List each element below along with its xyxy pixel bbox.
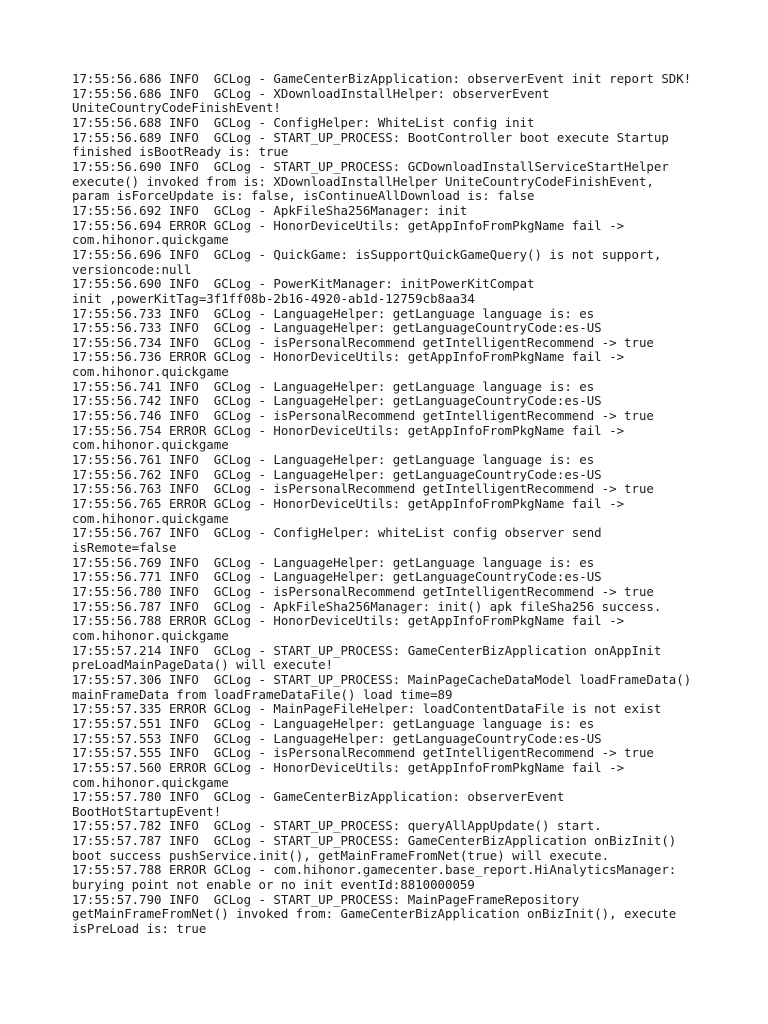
log-line: 17:55:56.736 ERROR GCLog - HonorDeviceUtils: getAppInfoFromPkgName fail -> bbox=[72, 349, 625, 365]
log-line: 17:55:56.765 ERROR GCLog - HonorDeviceUtils: getAppInfoFromPkgName fail -> bbox=[72, 496, 625, 512]
log-line: boot success pushService.init(), getMainFrameFromNet(true) will execute. bbox=[72, 847, 610, 863]
log-line: finished isBootReady is: true bbox=[72, 144, 289, 160]
log-line: 17:55:57.780 INFO GCLog - GameCenterBizApplication: observerEvent bbox=[72, 789, 565, 805]
log-line: com.hihonor.quickgame bbox=[72, 774, 229, 790]
log-line: com.hihonor.quickgame bbox=[72, 437, 229, 453]
log-line: 17:55:56.763 INFO GCLog - isPersonalRecommend getIntelligentRecommend -> true bbox=[72, 481, 654, 497]
log-line: execute() invoked from is: XDownloadInstallHelper UniteCountryCodeFinishEvent, bbox=[72, 173, 654, 189]
log-line: 17:55:56.690 INFO GCLog - START_UP_PROCESS: GCDownloadInstallServiceStartHelper bbox=[72, 158, 669, 174]
log-line: preLoadMainPageData() will execute! bbox=[72, 657, 334, 673]
log-line: com.hihonor.quickgame bbox=[72, 232, 229, 248]
log-line: 17:55:57.560 ERROR GCLog - HonorDeviceUtils: getAppInfoFromPkgName fail -> bbox=[72, 759, 625, 775]
log-line: 17:55:56.742 INFO GCLog - LanguageHelper: getLanguageCountryCode:es-US bbox=[72, 393, 602, 409]
log-line: 17:55:57.306 INFO GCLog - START_UP_PROCESS: MainPageCacheDataModel loadFrameData() bbox=[72, 671, 692, 687]
log-line: versioncode:null bbox=[72, 261, 192, 277]
log-line: 17:55:56.769 INFO GCLog - LanguageHelper: getLanguage language is: es bbox=[72, 554, 595, 570]
log-line: param isForceUpdate is: false, isContinueAllDownload is: false bbox=[72, 188, 535, 204]
log-line: 17:55:56.733 INFO GCLog - LanguageHelper: getLanguageCountryCode:es-US bbox=[72, 320, 602, 336]
log-line: 17:55:56.733 INFO GCLog - LanguageHelper: getLanguage language is: es bbox=[72, 305, 595, 321]
log-line: 17:55:57.555 INFO GCLog - isPersonalRecommend getIntelligentRecommend -> true bbox=[72, 745, 654, 761]
log-line: 17:55:56.686 INFO GCLog - XDownloadInstallHelper: observerEvent bbox=[72, 85, 550, 101]
log-line: 17:55:56.689 INFO GCLog - START_UP_PROCESS: BootController boot execute Startup bbox=[72, 129, 669, 145]
log-line: 17:55:56.771 INFO GCLog - LanguageHelper: getLanguageCountryCode:es-US bbox=[72, 569, 602, 585]
log-line: 17:55:56.767 INFO GCLog - ConfigHelper: whiteList config observer send bbox=[72, 525, 602, 541]
log-line: 17:55:56.762 INFO GCLog - LanguageHelper: getLanguageCountryCode:es-US bbox=[72, 466, 602, 482]
log-line: 17:55:56.780 INFO GCLog - isPersonalRecommend getIntelligentRecommend -> true bbox=[72, 583, 654, 599]
log-line: 17:55:56.746 INFO GCLog - isPersonalRecommend getIntelligentRecommend -> true bbox=[72, 408, 654, 424]
log-line: 17:55:57.787 INFO GCLog - START_UP_PROCESS: GameCenterBizApplication onBizInit() bbox=[72, 833, 677, 849]
log-line: 17:55:56.688 INFO GCLog - ConfigHelper: WhiteList config init bbox=[72, 114, 535, 130]
log-line: 17:55:57.553 INFO GCLog - LanguageHelper: getLanguageCountryCode:es-US bbox=[72, 730, 602, 746]
log-line: 17:55:56.690 INFO GCLog - PowerKitManager: initPowerKitCompat bbox=[72, 276, 535, 292]
log-line: 17:55:57.551 INFO GCLog - LanguageHelper: getLanguage language is: es bbox=[72, 715, 595, 731]
log-line: 17:55:57.788 ERROR GCLog - com.hihonor.gamecenter.base_report.HiAnalyticsManager: bbox=[72, 862, 677, 878]
log-line: 17:55:57.782 INFO GCLog - START_UP_PROCESS: queryAllAppUpdate() start. bbox=[72, 818, 602, 834]
log-line: 17:55:56.787 INFO GCLog - ApkFileSha256Manager: init() apk fileSha256 success. bbox=[72, 598, 662, 614]
log-line: BootHotStartupEvent! bbox=[72, 803, 222, 819]
log-line: 17:55:56.734 INFO GCLog - isPersonalRecommend getIntelligentRecommend -> true bbox=[72, 334, 654, 350]
log-line: init ,powerKitTag=3f1ff08b-2b16-4920-ab1d-12759cb8aa34 bbox=[72, 290, 475, 306]
log-line: 17:55:56.788 ERROR GCLog - HonorDeviceUtils: getAppInfoFromPkgName fail -> bbox=[72, 613, 625, 629]
log-line: 17:55:56.696 INFO GCLog - QuickGame: isSupportQuickGameQuery() is not support, bbox=[72, 246, 662, 262]
log-line: 17:55:56.761 INFO GCLog - LanguageHelper: getLanguage language is: es bbox=[72, 452, 595, 468]
log-line: mainFrameData from loadFrameDataFile() load time=89 bbox=[72, 686, 453, 702]
log-line: com.hihonor.quickgame bbox=[72, 627, 229, 643]
log-line: 17:55:56.686 INFO GCLog - GameCenterBizApplication: observerEvent init report SDK! bbox=[72, 71, 692, 86]
log-line: 17:55:57.335 ERROR GCLog - MainPageFileHelper: loadContentDataFile is not exist bbox=[72, 701, 662, 717]
log-line: isPreLoad is: true bbox=[72, 921, 207, 937]
log-document bbox=[72, 72, 712, 937]
log-line: 17:55:57.790 INFO GCLog - START_UP_PROCESS: MainPageFrameRepository bbox=[72, 891, 580, 907]
log-line: 17:55:56.754 ERROR GCLog - HonorDeviceUtils: getAppInfoFromPkgName fail -> bbox=[72, 422, 625, 438]
log-line: com.hihonor.quickgame bbox=[72, 510, 229, 526]
log-line: 17:55:56.692 INFO GCLog - ApkFileSha256Manager: init bbox=[72, 202, 468, 218]
log-line: 17:55:56.694 ERROR GCLog - HonorDeviceUtils: getAppInfoFromPkgName fail -> bbox=[72, 217, 625, 233]
log-line: 17:55:57.214 INFO GCLog - START_UP_PROCESS: GameCenterBizApplication onAppInit bbox=[72, 642, 662, 658]
log-line: burying point not enable or no init eventId:8810000059 bbox=[72, 877, 475, 893]
log-line: getMainFrameFromNet() invoked from: GameCenterBizApplication onBizInit(), execute bbox=[72, 906, 677, 922]
log-line: com.hihonor.quickgame bbox=[72, 364, 229, 380]
log-line: UniteCountryCodeFinishEvent! bbox=[72, 100, 281, 116]
log-line: 17:55:56.741 INFO GCLog - LanguageHelper: getLanguage language is: es bbox=[72, 378, 595, 394]
log-line: isRemote=false bbox=[72, 540, 177, 555]
